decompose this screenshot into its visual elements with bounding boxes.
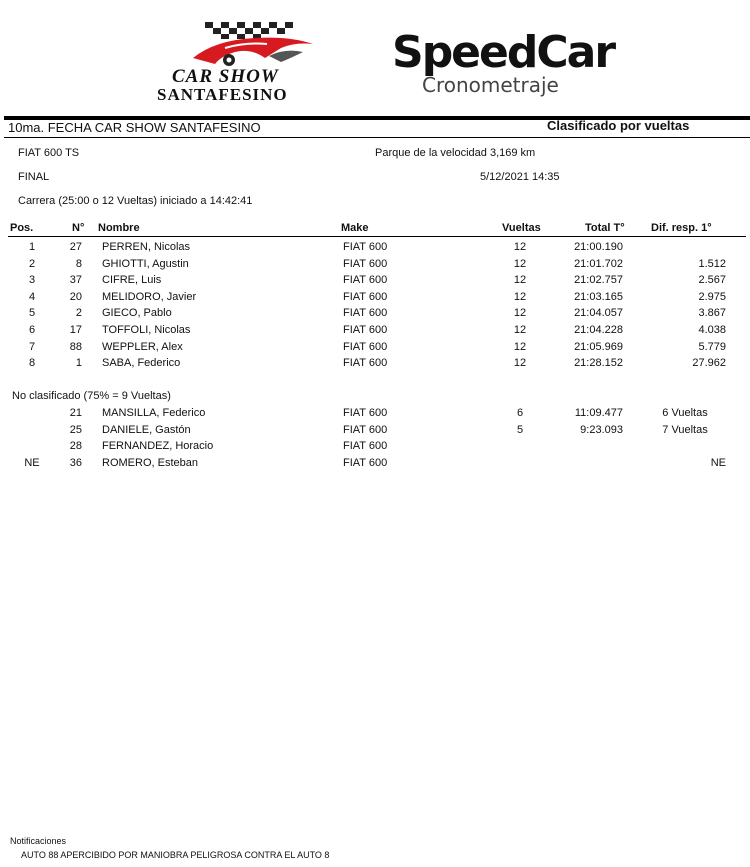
- col-header-name: Nombre: [98, 222, 140, 234]
- cell-make: FIAT 600: [343, 407, 388, 419]
- cell-make: FIAT 600: [343, 357, 388, 370]
- cell-num: 37: [69, 274, 82, 287]
- cell-make: FIAT 600: [343, 257, 388, 270]
- cell-total: 21:04.228: [574, 324, 623, 336]
- cell-pos: NE: [24, 456, 40, 469]
- col-header-total: Total T°: [585, 222, 625, 234]
- carshow-subtitle: SANTAFESINO: [157, 85, 288, 104]
- cell-name: GIECO, Pablo: [102, 307, 172, 320]
- cell-diff: 1.512: [698, 257, 726, 270]
- event-title: 10ma. FECHA CAR SHOW SANTAFESINO: [8, 120, 261, 135]
- cell-make: FIAT 600: [343, 423, 388, 436]
- table-row: [0, 440, 750, 457]
- carshow-title: CAR SHOW: [172, 66, 279, 87]
- cell-total: 11:09.477: [574, 407, 623, 419]
- cell-name: PERREN, Nicolas: [102, 241, 191, 253]
- cell-laps: 5: [516, 423, 524, 436]
- cell-laps: 12: [513, 307, 527, 320]
- title-rule-bottom: [4, 137, 750, 138]
- cell-make: FIAT 600: [343, 456, 388, 469]
- cell-pos: 4: [28, 290, 36, 303]
- cell-diff: 4.038: [698, 324, 726, 336]
- cell-make: FIAT 600: [343, 340, 388, 353]
- cell-name: FERNANDEZ, Horacio: [102, 440, 214, 453]
- cell-diff: NE: [710, 456, 726, 469]
- cell-total: 21:02.757: [574, 274, 623, 287]
- cell-name: WEPPLER, Alex: [102, 340, 183, 353]
- speedcar-logo-subtitle: Cronometraje: [422, 73, 559, 97]
- circuit: Parque de la velocidad 3,169 km: [375, 147, 536, 159]
- cell-diff: 6 Vueltas: [662, 407, 708, 419]
- cell-num: 27: [69, 241, 82, 253]
- cell-laps: 12: [513, 274, 527, 287]
- cell-pos: 6: [28, 324, 36, 336]
- cell-total: 21:28.152: [574, 357, 623, 370]
- cell-name: MANSILLA, Federico: [102, 407, 206, 419]
- cell-pos: 3: [28, 274, 36, 287]
- cell-name: ROMERO, Esteban: [102, 456, 198, 469]
- cell-make: FIAT 600: [343, 274, 388, 287]
- notes-label: Notificaciones: [10, 836, 67, 846]
- table-row: [0, 291, 750, 308]
- cell-name: CIFRE, Luis: [102, 274, 162, 287]
- cell-name: MELIDORO, Javier: [102, 290, 197, 303]
- table-row: [0, 407, 750, 424]
- cell-pos: 8: [28, 357, 36, 370]
- col-header-num: N°: [72, 222, 85, 234]
- race-info: Carrera (25:00 o 12 Vueltas) iniciado a 14:42:41: [18, 195, 253, 207]
- cell-diff: 2.975: [698, 290, 726, 303]
- cell-total: 9:23.093: [580, 423, 623, 436]
- col-header-make: Make: [341, 222, 369, 234]
- race-car-flag-icon: [185, 18, 315, 68]
- col-header-diff: Dif. resp. 1°: [651, 222, 712, 234]
- cell-num: 25: [69, 423, 82, 436]
- cell-make: FIAT 600: [343, 241, 388, 253]
- table-row: [0, 324, 750, 341]
- cell-diff: 27.962: [692, 357, 726, 370]
- cell-diff: 2.567: [698, 274, 726, 287]
- session: FINAL: [18, 171, 50, 183]
- cell-make: FIAT 600: [343, 307, 388, 320]
- cell-pos: 5: [28, 307, 36, 320]
- table-row: [0, 258, 750, 275]
- cell-laps: 12: [513, 357, 527, 370]
- col-header-laps: Vueltas: [502, 222, 541, 234]
- notes-text: AUTO 88 APERCIBIDO POR MANIOBRA PELIGROSA CONTRA EL AUTO 8: [21, 850, 330, 860]
- cell-pos: 2: [28, 257, 36, 270]
- cell-num: 8: [75, 257, 82, 270]
- table-row: [0, 457, 750, 474]
- cell-num: 20: [69, 290, 82, 303]
- table-header-rule: [8, 236, 746, 237]
- cell-name: GHIOTTI, Agustin: [102, 257, 189, 270]
- cell-laps: 12: [513, 290, 527, 303]
- col-header-pos: Pos.: [10, 222, 34, 234]
- cell-num: 36: [69, 456, 82, 469]
- cell-num: 1: [75, 357, 82, 370]
- cell-name: DANIELE, Gastón: [102, 423, 191, 436]
- table-row: [0, 424, 750, 441]
- cell-total: 21:00.190: [574, 241, 623, 253]
- cell-laps: 12: [513, 241, 527, 253]
- cell-diff: 7 Vueltas: [662, 423, 708, 436]
- table-row: [0, 357, 750, 374]
- cell-total: 21:01.702: [574, 257, 623, 270]
- table-row: [0, 341, 750, 358]
- datetime: 5/12/2021 14:35: [480, 171, 560, 183]
- table-row: [0, 241, 750, 258]
- cell-make: FIAT 600: [343, 290, 388, 303]
- cell-name: TOFFOLI, Nicolas: [102, 324, 191, 336]
- cell-name: SABA, Federico: [102, 357, 181, 370]
- cell-total: 21:03.165: [574, 290, 623, 303]
- cell-num: 2: [75, 307, 82, 320]
- cell-laps: 12: [513, 340, 527, 353]
- cell-laps: 12: [513, 324, 527, 336]
- cell-num: 28: [69, 440, 82, 453]
- cell-num: 88: [69, 340, 82, 353]
- category: FIAT 600 TS: [18, 147, 80, 159]
- table-row: [0, 274, 750, 291]
- cell-diff: 5.779: [698, 340, 726, 353]
- not-classified-label: No clasificado (75% = 9 Vueltas): [12, 390, 171, 402]
- cell-diff: 3.867: [698, 307, 726, 320]
- cell-pos: 1: [28, 241, 36, 253]
- cell-make: FIAT 600: [343, 324, 388, 336]
- cell-total: 21:04.057: [574, 307, 623, 320]
- cell-num: 21: [69, 407, 82, 419]
- cell-make: FIAT 600: [343, 440, 388, 453]
- cell-laps: 12: [513, 257, 527, 270]
- table-row: [0, 307, 750, 324]
- speedcar-logo-title: SpeedCar: [392, 27, 615, 78]
- cell-laps: 6: [516, 407, 524, 419]
- report-type: Clasificado por vueltas: [547, 118, 690, 133]
- cell-total: 21:05.969: [574, 340, 623, 353]
- cell-pos: 7: [28, 340, 36, 353]
- cell-num: 17: [69, 324, 82, 336]
